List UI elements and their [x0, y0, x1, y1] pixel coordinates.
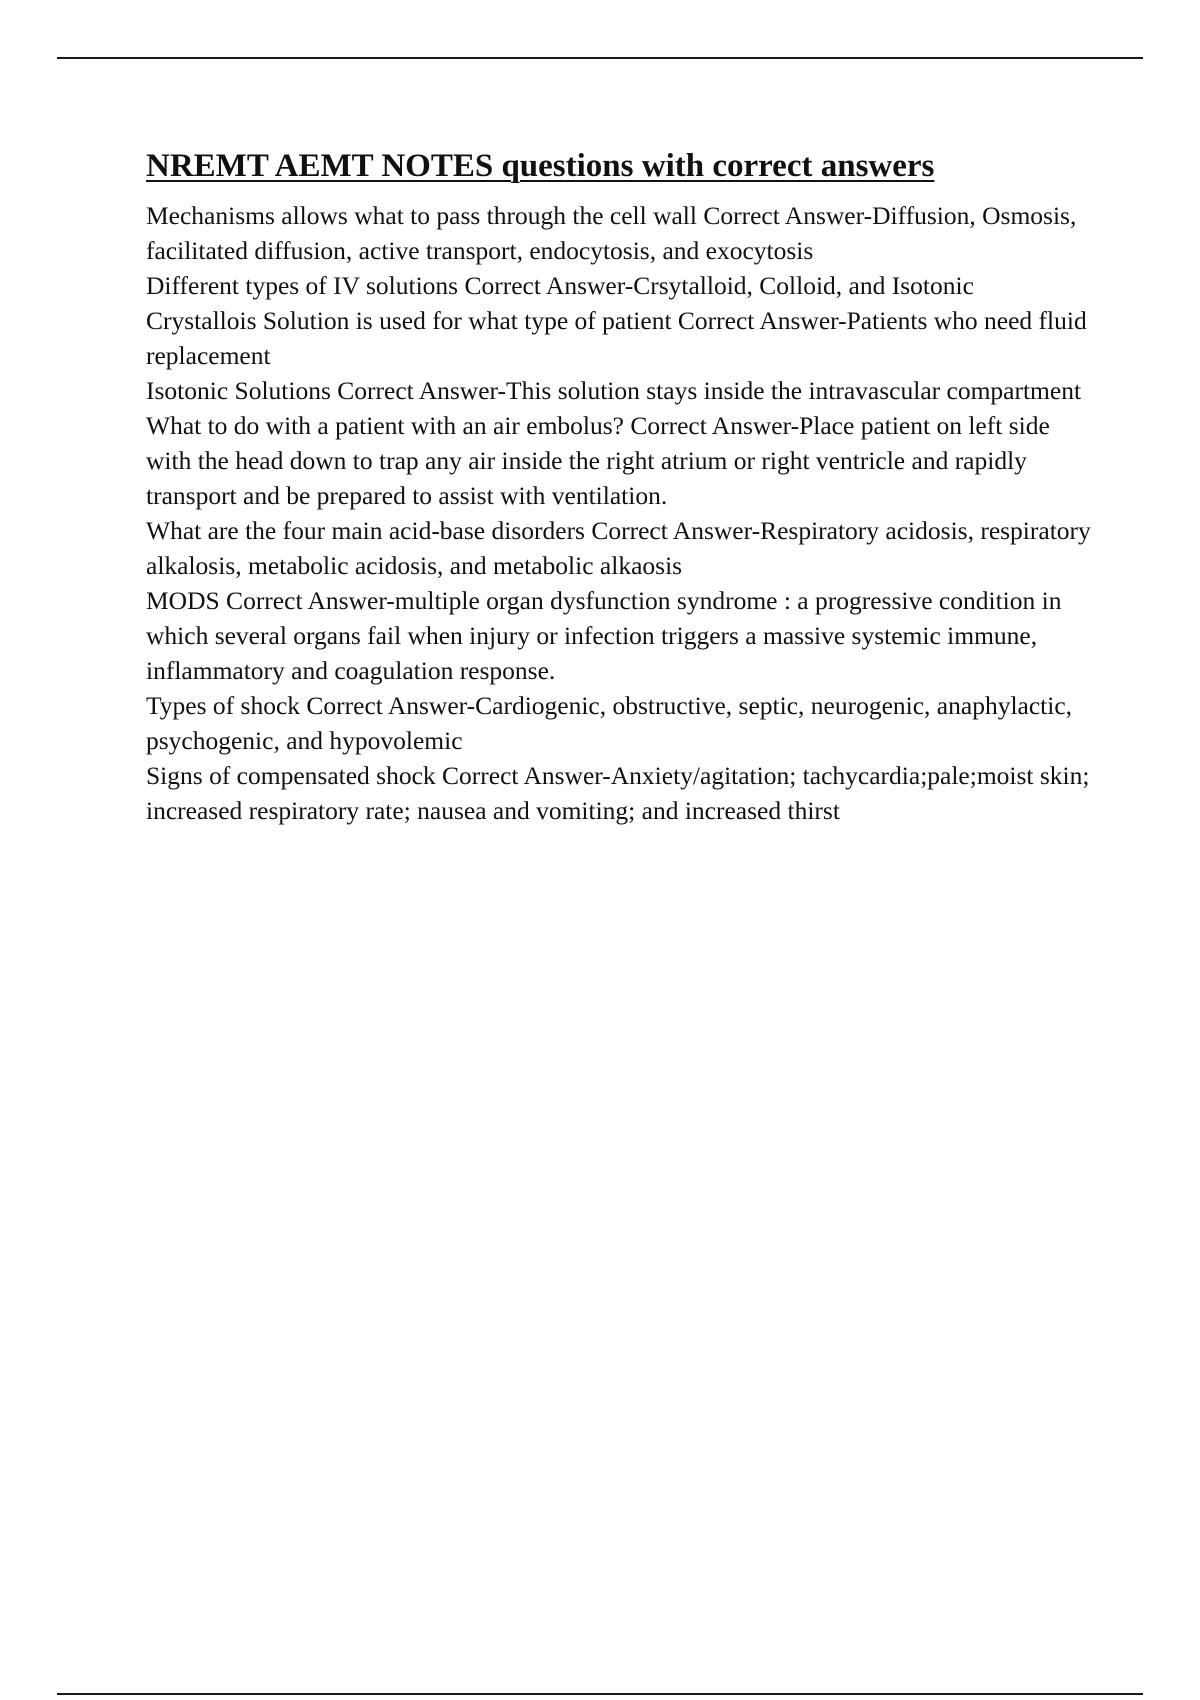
document-body	[146, 144, 1096, 828]
header-rule	[57, 57, 1143, 59]
qa-entry-text: What to do with a patient with an air embolus? Correct Answer-Place patient on left side with the head down to trap any air inside the right atrium or right ventricle and rapidly transport and be prepared to assist with ventilation.	[146, 411, 1050, 510]
qa-entry	[146, 758, 1096, 828]
qa-entry	[146, 513, 1096, 583]
footer-rule	[57, 1693, 1143, 1695]
qa-entry-text: Types of shock Correct Answer-Cardiogenic, obstructive, septic, neurogenic, anaphylactic, psychogenic, and hypovolemic	[146, 691, 1073, 755]
qa-entry-text: MODS Correct Answer-multiple organ dysfunction syndrome : a progressive condition in which several organs fail when injury or infection triggers a massive systemic immune, inflammatory and coagulation response.	[146, 586, 1062, 685]
qa-entry-text: Crystallois Solution is used for what type of patient Correct Answer-Patients who need fluid replacement	[146, 306, 1087, 370]
qa-list	[146, 198, 1096, 828]
qa-entry	[146, 583, 1096, 688]
qa-entry	[146, 373, 1096, 408]
qa-entry-text: Different types of IV solutions Correct Answer-Crsytalloid, Colloid, and Isotonic	[146, 271, 974, 300]
qa-entry-text: What are the four main acid-base disorders Correct Answer-Respiratory acidosis, respiratory alkalosis, metabolic acidosis, and metabolic alkaosis	[146, 516, 1091, 580]
qa-entry	[146, 688, 1096, 758]
qa-entry	[146, 303, 1096, 373]
qa-entry-text: Mechanisms allows what to pass through the cell wall Correct Answer-Diffusion, Osmosis, facilitated diffusion, active transport, endocytosis, and exocytosis	[146, 201, 1077, 265]
qa-entry	[146, 268, 1096, 303]
qa-entry	[146, 408, 1096, 513]
qa-entry	[146, 198, 1096, 268]
document-title: NREMT AEMT NOTES questions with correct answers	[146, 148, 935, 184]
qa-entry-text: Signs of compensated shock Correct Answer-Anxiety/agitation; tachycardia;pale;moist skin; increased respiratory rate; nausea and vomiting; and increased thirst	[146, 761, 1090, 825]
qa-entry-text: Isotonic Solutions Correct Answer-This solution stays inside the intravascular compartment	[146, 376, 1082, 405]
